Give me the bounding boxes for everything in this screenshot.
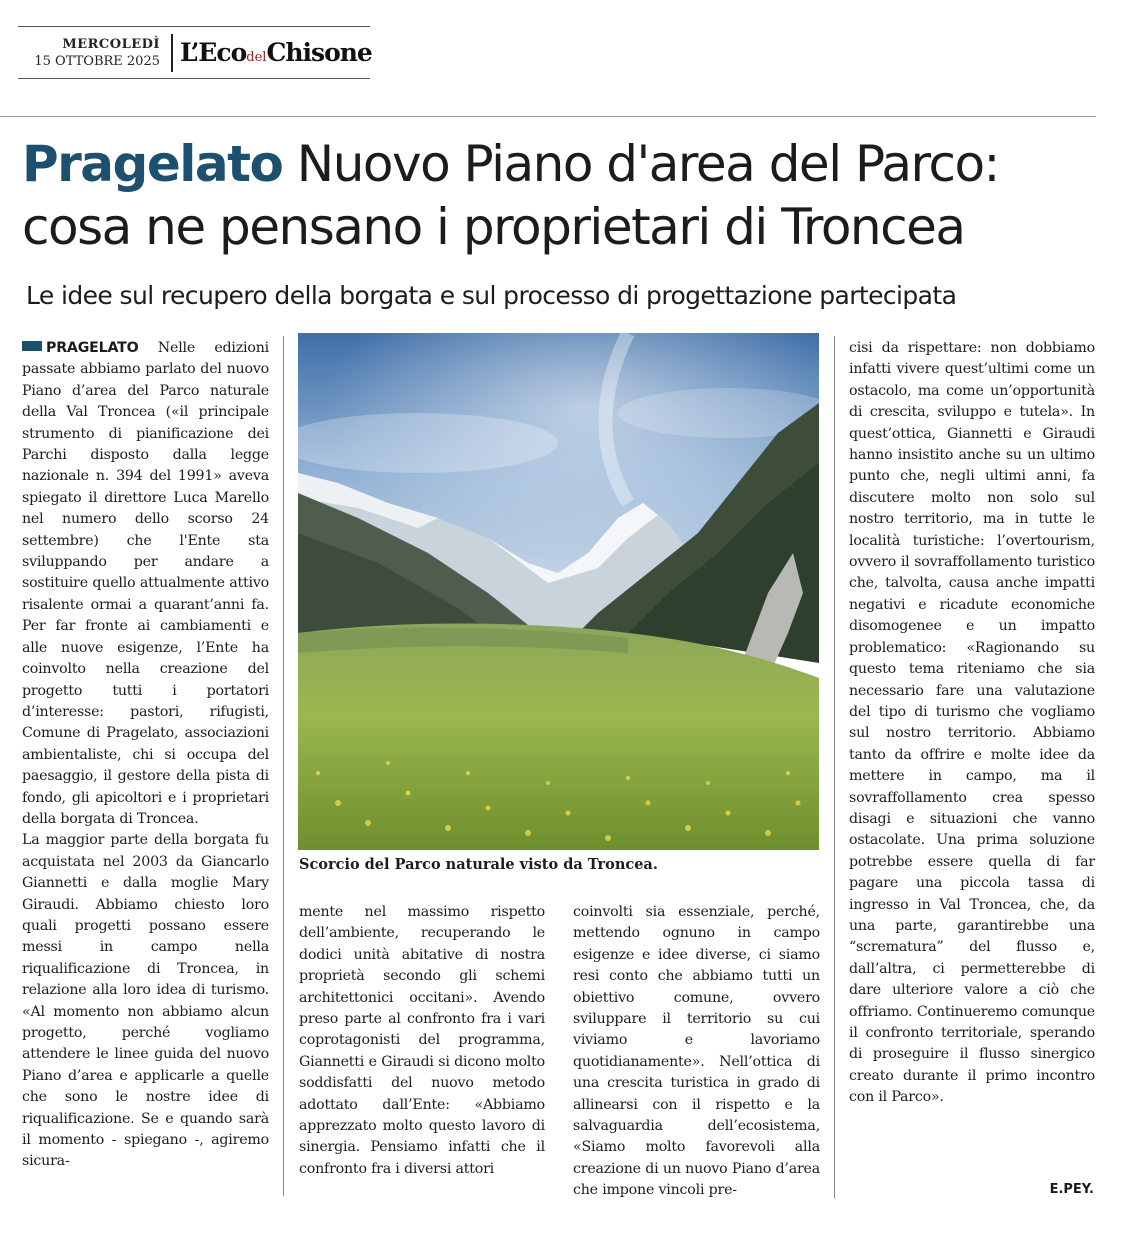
section-divider [0, 116, 1096, 117]
column-2-text: mente nel massimo rispetto dell’ambiente, recuperando le dodici unità abitative di nostra proprietà secondo gli schemi architettonici occitani». Avendo preso parte al confronto fra i vari coprotagonisti del programma, Giannetti e Giraudi si dicono molto soddisfatti del nuovo metodo adottato dall’Ente: «Abbiamo apprezzato molto questo lavoro di sinergia. Pensiamo infatti che il confronto fra i diversi attori [299, 904, 545, 1177]
issue-date-text: 15 OTTOBRE 2025 [34, 54, 160, 69]
article-photo [298, 333, 819, 850]
masthead [18, 26, 370, 82]
logo-part-eco: L’Eco [180, 38, 247, 67]
subheadline: Le idee sul recupero della borgata e sul processo di progettazione partecipata [26, 281, 957, 310]
masthead-top-rule [18, 26, 370, 27]
lead-text: Nelle edizioni passate abbiamo parlato del nuovo Piano d’area del Parco naturale della Val Troncea («il principale strumento di pianificazione dei Parchi disposto dalla legge nazionale n. 394 del 1991» aveva spiegato il direttore Luca Marello nel numero dello scorso 24 settembre) che l'Ente sta sviluppando per andare a sostituire quello attualmente attivo risalente ormai a quarant’anni fa. Per far fronte ai cambiamenti e alle nuove esigenze, l’Ente ha coinvolto nella creazione del progetto tutti i portatori d’interesse: pastori, rifugisti, Comune di Pragelato, associazioni ambientaliste, chi si occupa del paesaggio, il gestore della pista di fondo, gli apicoltori e i proprietari della borgata di Troncea. [22, 340, 269, 827]
masthead-bottom-rule [18, 78, 370, 79]
column-4-text: cisi da rispettare: non dobbiamo infatti vivere quest’ultimi come un ostacolo, ma come un’opportunità di crescita, sviluppo e tutela». In quest’ottica, Giannetti e Giraudi hanno insistito anche su un ultimo punto che, negli ultimi anni, fa discutere molto non solo sul nostro territorio, ma in tutte le località turistiche: l’overtourism, ovvero il sovraffollamento turistico che, talvolta, causa anche impatti negativi e ricadute economiche disomogenee e un impatto problematico: «Ragionando su questo tema riteniamo che sia necessario fare una valutazione del tipo di turismo che vogliamo sul nostro territorio. Abbiamo tanto da offrire e molte idee da mettere in campo, ma il sovraffollamento crea spesso disagi e situazioni che vanno ostacolate. Una prima soluzione potrebbe essere quella di far pagare una piccola tassa di ingresso in Val Troncea, che, da una parte, garantirebbe una “scrematura” del flusso e, dall’altra, ci permetterebbe di dare ulteriore valore a ciò che offriamo. Continueremo comunque il confronto territoriale, sperando di proseguire il flusso sinergico creato durante il primo incontro con il Parco». [849, 340, 1095, 1106]
issue-date [20, 36, 160, 70]
article-column-4 [849, 338, 1095, 1109]
dateline-square-icon [22, 341, 42, 351]
headline-line1: Nuovo Piano d'area del Parco: [296, 135, 999, 193]
masthead-separator [171, 34, 173, 72]
newspaper-logo [180, 38, 372, 73]
headline-kicker: Pragelato [22, 135, 283, 193]
logo-part-chisone: Chisone [266, 38, 372, 67]
headline [22, 133, 1102, 259]
author-byline: E.PEY. [1049, 1182, 1094, 1197]
paragraph-2: La maggior parte della borgata fu acquistata nel 2003 da Giancarlo Giannetti e dalla moglie Mary Giraudi. Abbiamo chiesto loro quali progetti possano essere messi in campo nella riqualificazione di Troncea, in relazione alla loro idea di turismo. «Al momento non abbiamo alcun progetto, perché vogliamo attendere le linee guida del nuovo Piano d’area e applicarle a quelle che sono le nostre idee di riqualificazione. Se e quando sarà il momento - spiegano -, agiremo sicura- [22, 832, 269, 1170]
dateline-text: PRAGELATO [46, 340, 139, 356]
issue-weekday: MERCOLEDÌ [62, 37, 160, 52]
dateline [22, 340, 139, 356]
headline-line2: cosa ne pensano i proprietari di Troncea [22, 198, 965, 256]
article-column-1 [22, 338, 269, 1173]
valley-landscape-image [298, 333, 819, 850]
column-rule-2 [834, 336, 835, 1198]
column-rule-1 [283, 336, 284, 1196]
article-column-3 [573, 902, 820, 1202]
column-3-text: coinvolti sia essenziale, perché, mettendo ognuno in campo esigenze e idee diverse, ci siamo resi conto che abbiamo tutti un obiettivo comune, ovvero sviluppare il territorio su cui viviamo e lavoriamo quotidianamente». Nell’ottica di una crescita turistica in grado di allinearsi con il rispetto e la salvaguardia dell’ecosistema, «Siamo molto favorevoli alla creazione di un nuovo Piano d’area che impone vincoli pre- [573, 904, 820, 1199]
lead-paragraph [22, 338, 269, 830]
logo-part-del: del [246, 50, 267, 65]
photo-caption: Scorcio del Parco naturale visto da Troncea. [299, 856, 658, 873]
article-column-2 [299, 902, 545, 1180]
